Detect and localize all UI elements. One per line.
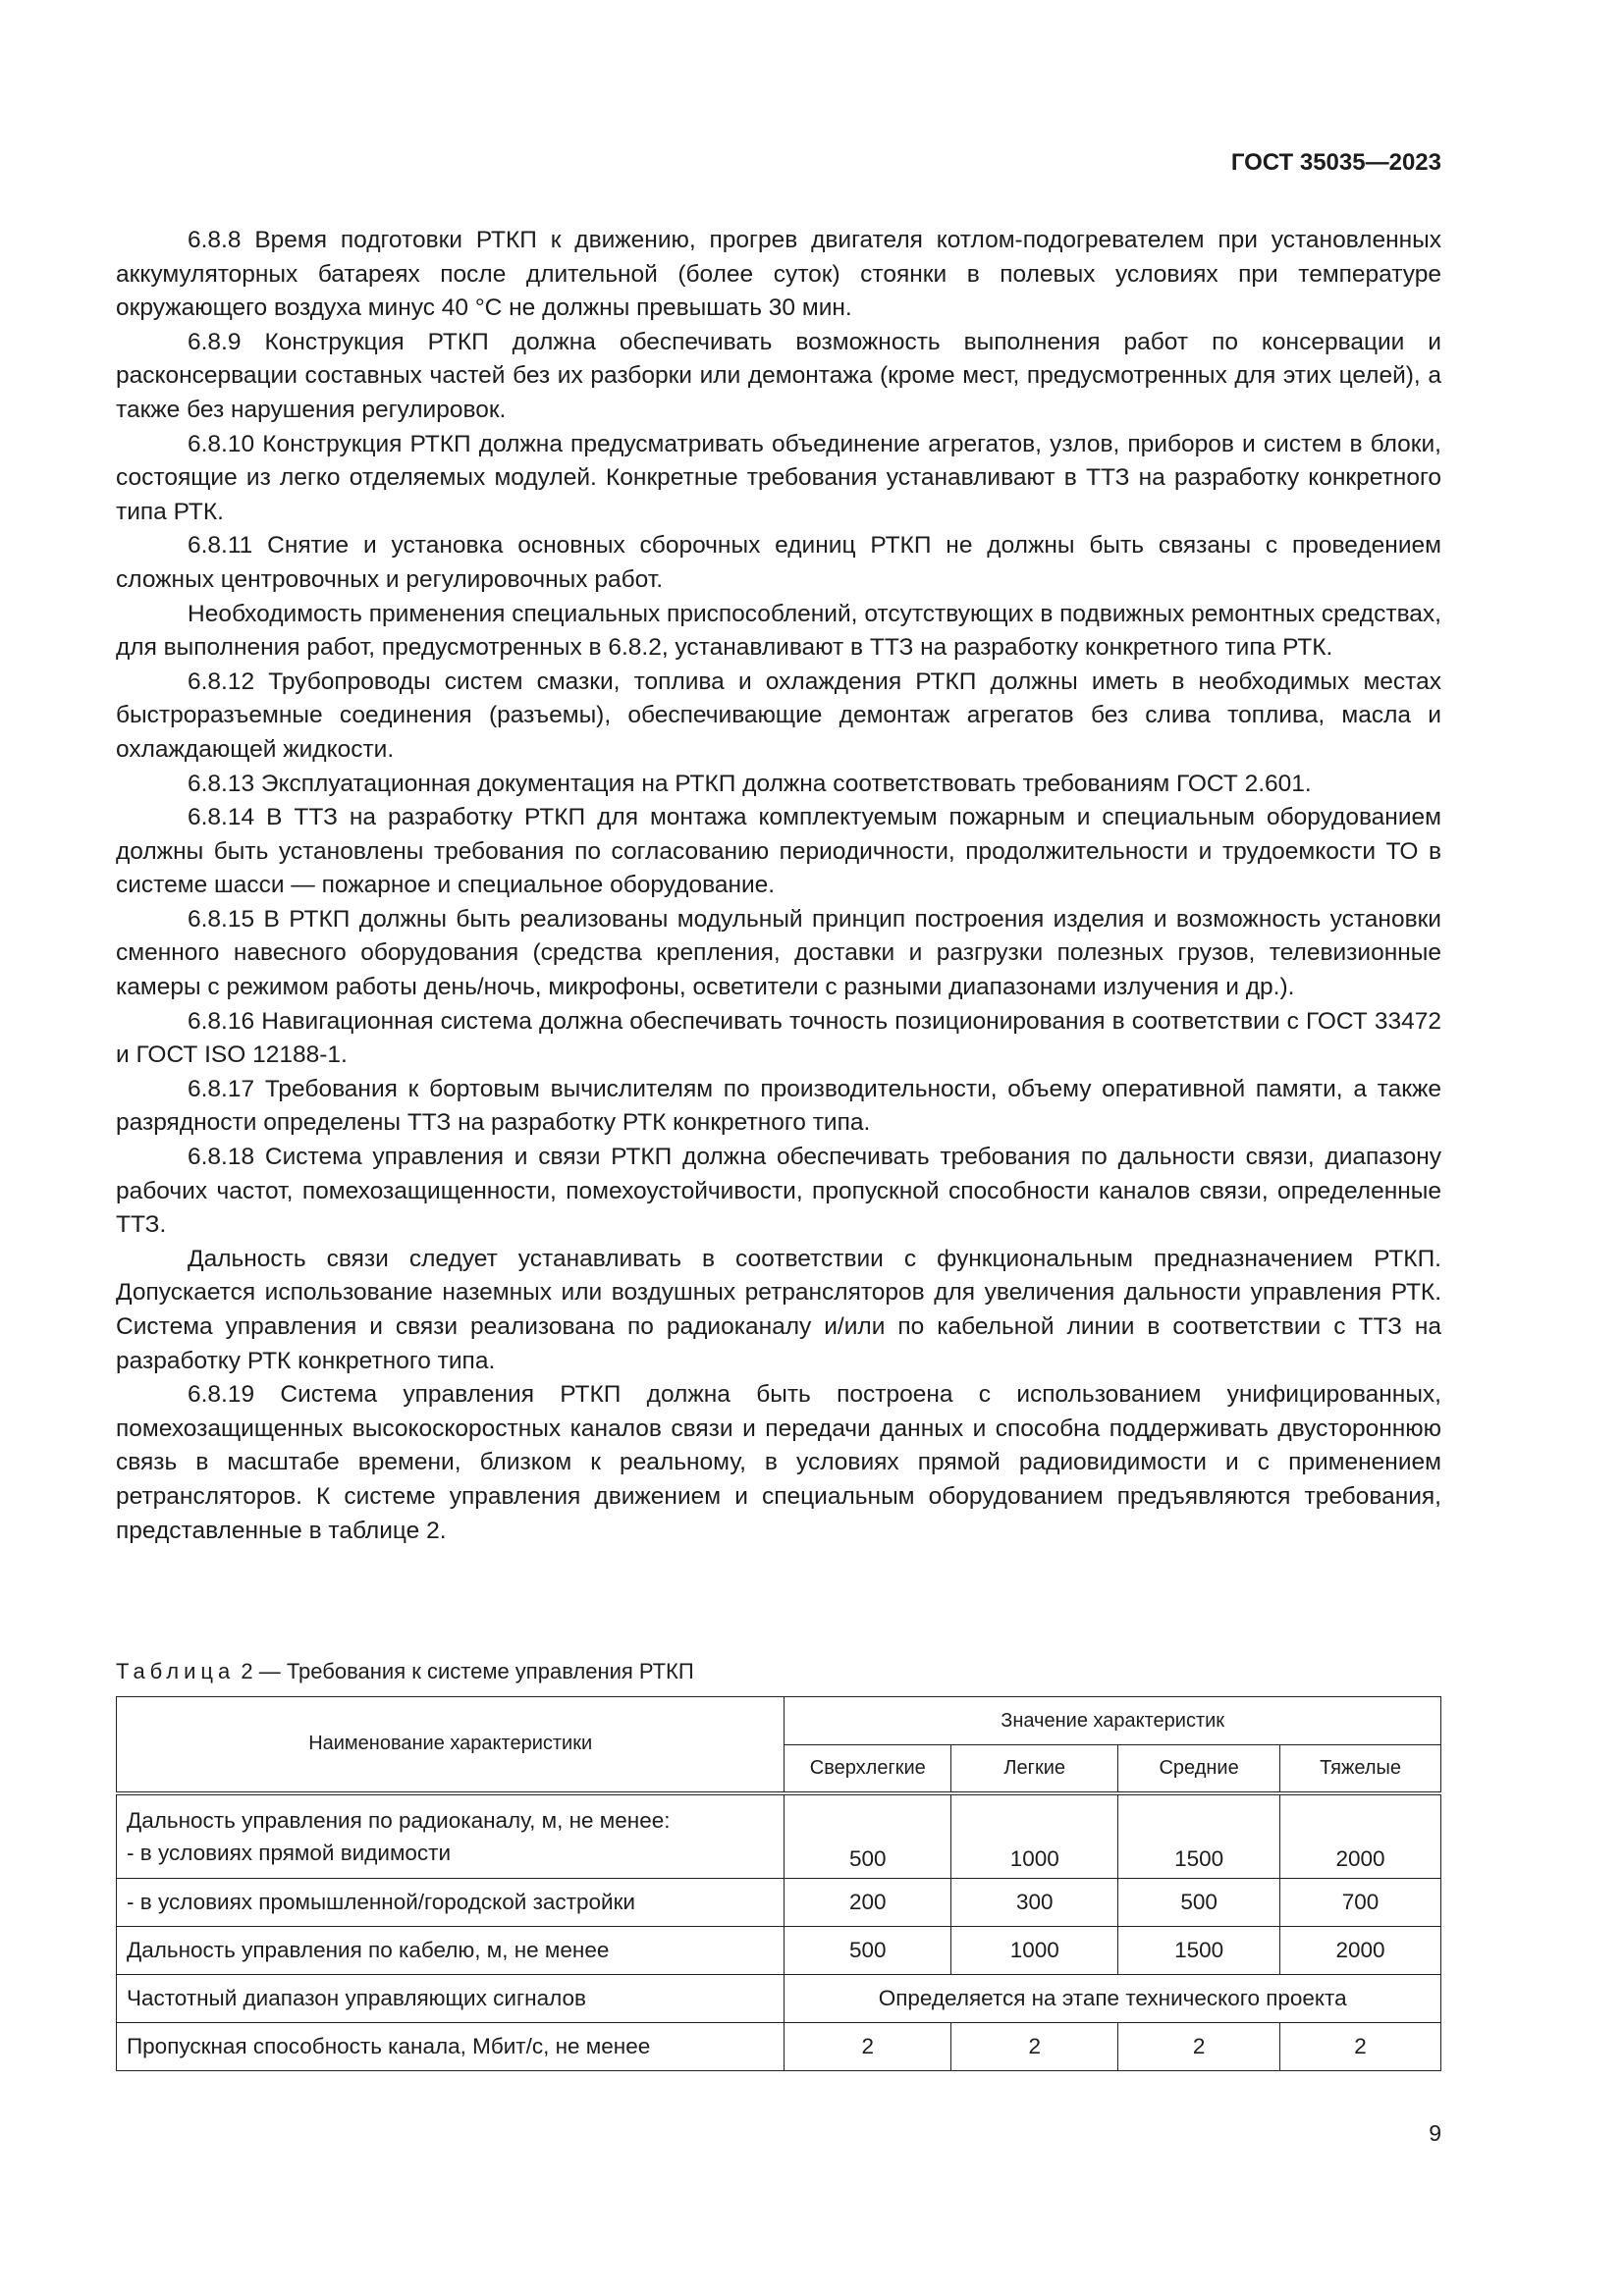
paragraph-6-8-10: 6.8.10 Конструкция РТКП должна предусматривать объединение агрегатов, узлов, приборов и систем в блоки, состоящие из легко отделяемых модулей. Конкретные требования устанавливают в ТТЗ на разработку конкретного типа РТК. [116,430,1441,525]
paragraph-6-8-18: 6.8.18 Система управления и связи РТКП должна обеспечивать требования по дальности связи, диапазону рабочих частот, помехозащищенности, помехоустойчивости, пропускной способности каналов связи, определенные ТТЗ. [116,1144,1441,1239]
paragraph-6-8-12: 6.8.12 Трубопроводы систем смазки, топлива и охлаждения РТКП должны иметь в необходимых местах быстроразъемные соединения (разъемы), обеспечивающие демонтаж агрегатов без слива топлива, масла и охлаждающей жидкости. [116,667,1441,763]
cell-value: 700 [1280,1878,1441,1926]
column-medium: Средние [1118,1745,1280,1793]
header-name: Наименование характеристики [117,1697,785,1793]
paragraph-6-8-19: 6.8.19 Система управления РТКП должна быть построена с использованием унифицированных, помехозащищенных высокоскоростных каналов связи и передачи данных и способна поддерживать двустороннюю связь в масштабе времени, близком к реальному, в условиях прямой радиовидимости и с применением ретрансляторов. К системе управления движением и специальным оборудованием предъявляются требования, представленные в таблице 2. [116,1381,1441,1544]
table-row [117,1926,1441,1974]
paragraph-6-8-15: 6.8.15 В РТКП должны быть реализованы модульный принцип построения изделия и возможность установки сменного навесного оборудования (средства крепления, доставки и разгрузки полезных грузов, телевизионные камеры с режимом работы день/ночь, микрофоны, осветители с разными диапазонами излучения и др.). [116,905,1441,1001]
cell-value: 1500 [1118,1793,1280,1879]
cell-value: 2 [1280,2022,1441,2070]
cell-value: 2 [785,2022,951,2070]
requirements-table [116,1696,1441,2071]
cell-value: 2 [951,2022,1118,2070]
cell-value: 2000 [1280,1926,1441,1974]
paragraph-6-8-16: 6.8.16 Навигационная система должна обеспечивать точность позиционирования в соответствии с ГОСТ 33472 и ГОСТ ISO 12188-1. [116,1007,1441,1069]
cell-value: 500 [1118,1878,1280,1926]
header-values: Значение характеристик [785,1697,1441,1745]
paragraph-6-8-18-cont: Дальность связи следует устанавливать в соответствии с функциональным предназначением РТКП. Допускается использование наземных или воздушных ретрансляторов для увеличения дальности управления РТК. Система управления и связи реализована по радиоканалу и/или по кабельной линии в соответствии с ТТЗ на разработку РТК конкретного типа. [116,1245,1441,1374]
cell-value: 500 [785,1793,951,1879]
page-number: 9 [1429,2120,1441,2146]
cell-value: 300 [951,1878,1118,1926]
cell-value: 1000 [951,1926,1118,1974]
table-row [117,1974,1441,2022]
row-label-los-text: - в условиях прямой видимости [127,1840,452,1865]
cell-value: 1500 [1118,1926,1280,1974]
cell-value: 200 [785,1878,951,1926]
paragraph-6-8-14: 6.8.14 В ТТЗ на разработку РТКП для монтажа комплектуемым пожарным и специальным оборудованием должны быть установлены требования по согласованию периодичности, продолжительности и трудоемкости ТО в системе шасси — пожарное и специальное оборудование. [116,804,1441,899]
cell-value: 2 [1118,2022,1280,2070]
row-label-frequency: Частотный диапазон управляющих сигналов [117,1974,785,2022]
row-label-bandwidth: Пропускная способность канала, Мбит/с, не менее [117,2022,785,2070]
cell-value: 2000 [1280,1793,1441,1879]
column-ultralight: Сверхлегкие [785,1745,951,1793]
paragraph-6-8-11-cont: Необходимость применения специальных приспособлений, отсутствующих в подвижных ремонтных средствах, для выполнения работ, предусмотренных в 6.8.2, устанавливают в ТТЗ на разработку конкретного типа РТК. [116,600,1441,662]
row-label-radio-title: Дальность управления по радиоканалу, м, не менее: [127,1807,671,1833]
paragraph-6-8-13: 6.8.13 Эксплуатационная документация на РТКП должна соответствовать требованиям ГОСТ 2.601. [188,770,1312,797]
row-label-los [117,1793,785,1879]
table-row [117,1878,1441,1926]
paragraph-6-8-8: 6.8.8 Время подготовки РТКП к движению, прогрев двигателя котлом-подогревателем при установленных аккумуляторных батареях после длительной (более суток) стоянки в полевых условиях при температуре окружающего воздуха минус 40 °С не должны превышать 30 мин. [116,227,1441,322]
document-header: ГОСТ 35035—2023 [1230,149,1441,176]
cell-value: 1000 [951,1793,1118,1879]
cell-value-frequency: Определяется на этапе технического проекта [785,1974,1441,2022]
table-caption-word: Таблица [116,1659,236,1683]
paragraph-6-8-17: 6.8.17 Требования к бортовым вычислителям по производительности, объему оперативной памяти, а также разрядности определены ТТЗ на разработку РТК конкретного типа. [116,1075,1441,1137]
paragraph-6-8-9: 6.8.9 Конструкция РТКП должна обеспечивать возможность выполнения работ по консервации и расконсервации составных частей без их разборки или демонтажа (кроме мест, предусмотренных для этих целей), а также без нарушения регулировок. [116,328,1441,423]
row-label-urban: - в условиях промышленной/городской застройки [117,1878,785,1926]
table-row [117,2022,1441,2070]
body-text [116,224,1441,1548]
table-caption [116,1659,694,1684]
paragraph-6-8-11: 6.8.11 Снятие и установка основных сборочных единиц РТКП не должны быть связаны с проведением сложных центровочных и регулировочных работ. [116,532,1441,593]
row-label-cable: Дальность управления по кабелю, м, не менее [117,1926,785,1974]
column-heavy: Тяжелые [1280,1745,1441,1793]
table-row [117,1793,1441,1879]
column-light: Легкие [951,1745,1118,1793]
cell-value: 500 [785,1926,951,1974]
table-caption-title: 2 — Требования к системе управления РТКП [235,1659,694,1683]
